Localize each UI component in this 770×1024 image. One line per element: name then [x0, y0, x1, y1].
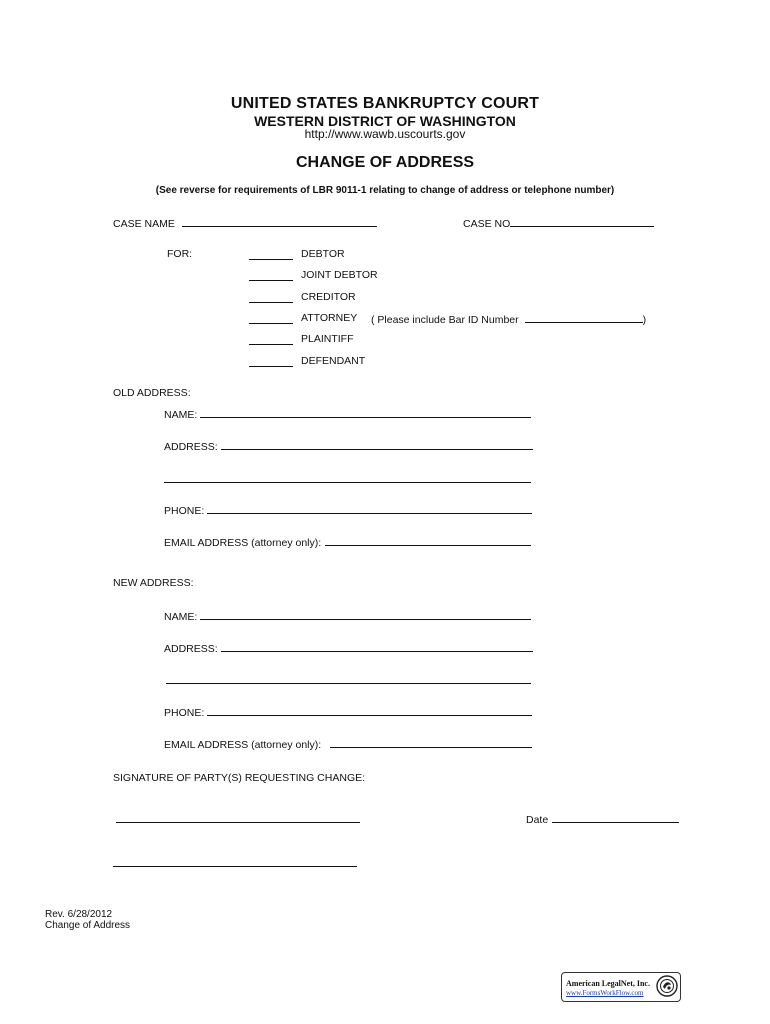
bar-id-field[interactable] [525, 312, 643, 323]
new-address-field[interactable] [221, 641, 533, 652]
signature-line-2[interactable] [113, 856, 357, 867]
old-name-row [164, 407, 531, 421]
publisher-name: American LegalNet, Inc. [566, 979, 650, 988]
new-email-label: EMAIL ADDRESS (attorney only): [164, 739, 322, 751]
new-name-field[interactable] [200, 609, 531, 620]
date-row [526, 812, 679, 826]
new-address-row [164, 641, 533, 655]
plaintiff-checkline[interactable] [249, 344, 293, 345]
new-address-heading: NEW ADDRESS: [113, 577, 194, 589]
option-defendant: DEFENDANT [301, 355, 366, 367]
option-joint-debtor: JOINT DEBTOR [301, 269, 378, 281]
new-phone-row [164, 705, 532, 719]
new-address-line2-field[interactable] [166, 673, 531, 684]
new-address-label: ADDRESS: [164, 643, 218, 655]
old-name-label: NAME: [164, 409, 198, 421]
new-email-row [164, 737, 532, 751]
old-email-label: EMAIL ADDRESS (attorney only): [164, 537, 322, 549]
signature-heading: SIGNATURE OF PARTY(S) REQUESTING CHANGE: [113, 772, 366, 784]
district-name: WESTERN DISTRICT OF WASHINGTON [254, 113, 516, 129]
old-email-row [164, 535, 531, 549]
old-phone-field[interactable] [207, 503, 532, 514]
old-name-field[interactable] [200, 407, 531, 418]
signature-line-1[interactable] [116, 812, 360, 823]
signature-line-1-row [116, 812, 360, 826]
revision-date: Rev. 6/28/2012 [45, 909, 113, 920]
date-label: Date [526, 814, 549, 826]
debtor-checkline[interactable] [249, 259, 293, 260]
publisher-seal-icon [656, 975, 678, 997]
new-name-row [164, 609, 531, 623]
case-name-label: CASE NAME [113, 218, 175, 230]
new-address-line2-row [166, 673, 531, 687]
old-address-row [164, 439, 533, 453]
old-phone-row [164, 503, 532, 517]
instruction-note: (See reverse for requirements of LBR 9011-1 relating to change of address or telephone number) [155, 185, 615, 196]
new-phone-label: PHONE: [164, 707, 205, 719]
form-title: CHANGE OF ADDRESS [295, 154, 475, 171]
footer-doc-name: Change of Address [45, 920, 131, 931]
date-field[interactable] [552, 812, 679, 823]
old-address-line2-field[interactable] [164, 472, 531, 483]
option-attorney: ATTORNEY [301, 312, 358, 324]
old-address-line2-row [164, 472, 531, 486]
attorney-checkline[interactable] [249, 323, 293, 324]
for-label: FOR: [167, 248, 193, 260]
old-address-heading: OLD ADDRESS: [113, 387, 191, 399]
new-phone-field[interactable] [207, 705, 532, 716]
old-address-label: ADDRESS: [164, 441, 218, 453]
option-creditor: CREDITOR [301, 291, 356, 303]
bar-id-close: ) [642, 314, 647, 326]
court-url: http://www.wawb.uscourts.gov [304, 127, 466, 141]
bar-id-note: ( Please include Bar ID Number [371, 314, 519, 326]
defendant-checkline[interactable] [249, 366, 293, 367]
old-email-field[interactable] [325, 535, 531, 546]
option-debtor: DEBTOR [301, 248, 345, 260]
publisher-badge [561, 972, 681, 1002]
joint-debtor-checkline[interactable] [249, 280, 293, 281]
old-address-field[interactable] [221, 439, 533, 450]
bar-id-row [371, 312, 646, 326]
publisher-url[interactable]: www.FormsWorkFlow.com [566, 989, 644, 997]
option-plaintiff: PLAINTIFF [301, 333, 354, 345]
signature-line-2-row [113, 856, 357, 870]
case-no-label: CASE NO [463, 218, 511, 230]
footer-info [45, 909, 130, 931]
case-name-row [113, 216, 377, 230]
new-email-field[interactable] [330, 737, 532, 748]
case-no-field[interactable] [510, 216, 654, 227]
old-phone-label: PHONE: [164, 505, 205, 517]
case-no-row [463, 216, 654, 230]
creditor-checkline[interactable] [249, 302, 293, 303]
court-name: UNITED STATES BANKRUPTCY COURT [230, 95, 540, 112]
case-name-field[interactable] [182, 216, 377, 227]
new-name-label: NAME: [164, 611, 198, 623]
